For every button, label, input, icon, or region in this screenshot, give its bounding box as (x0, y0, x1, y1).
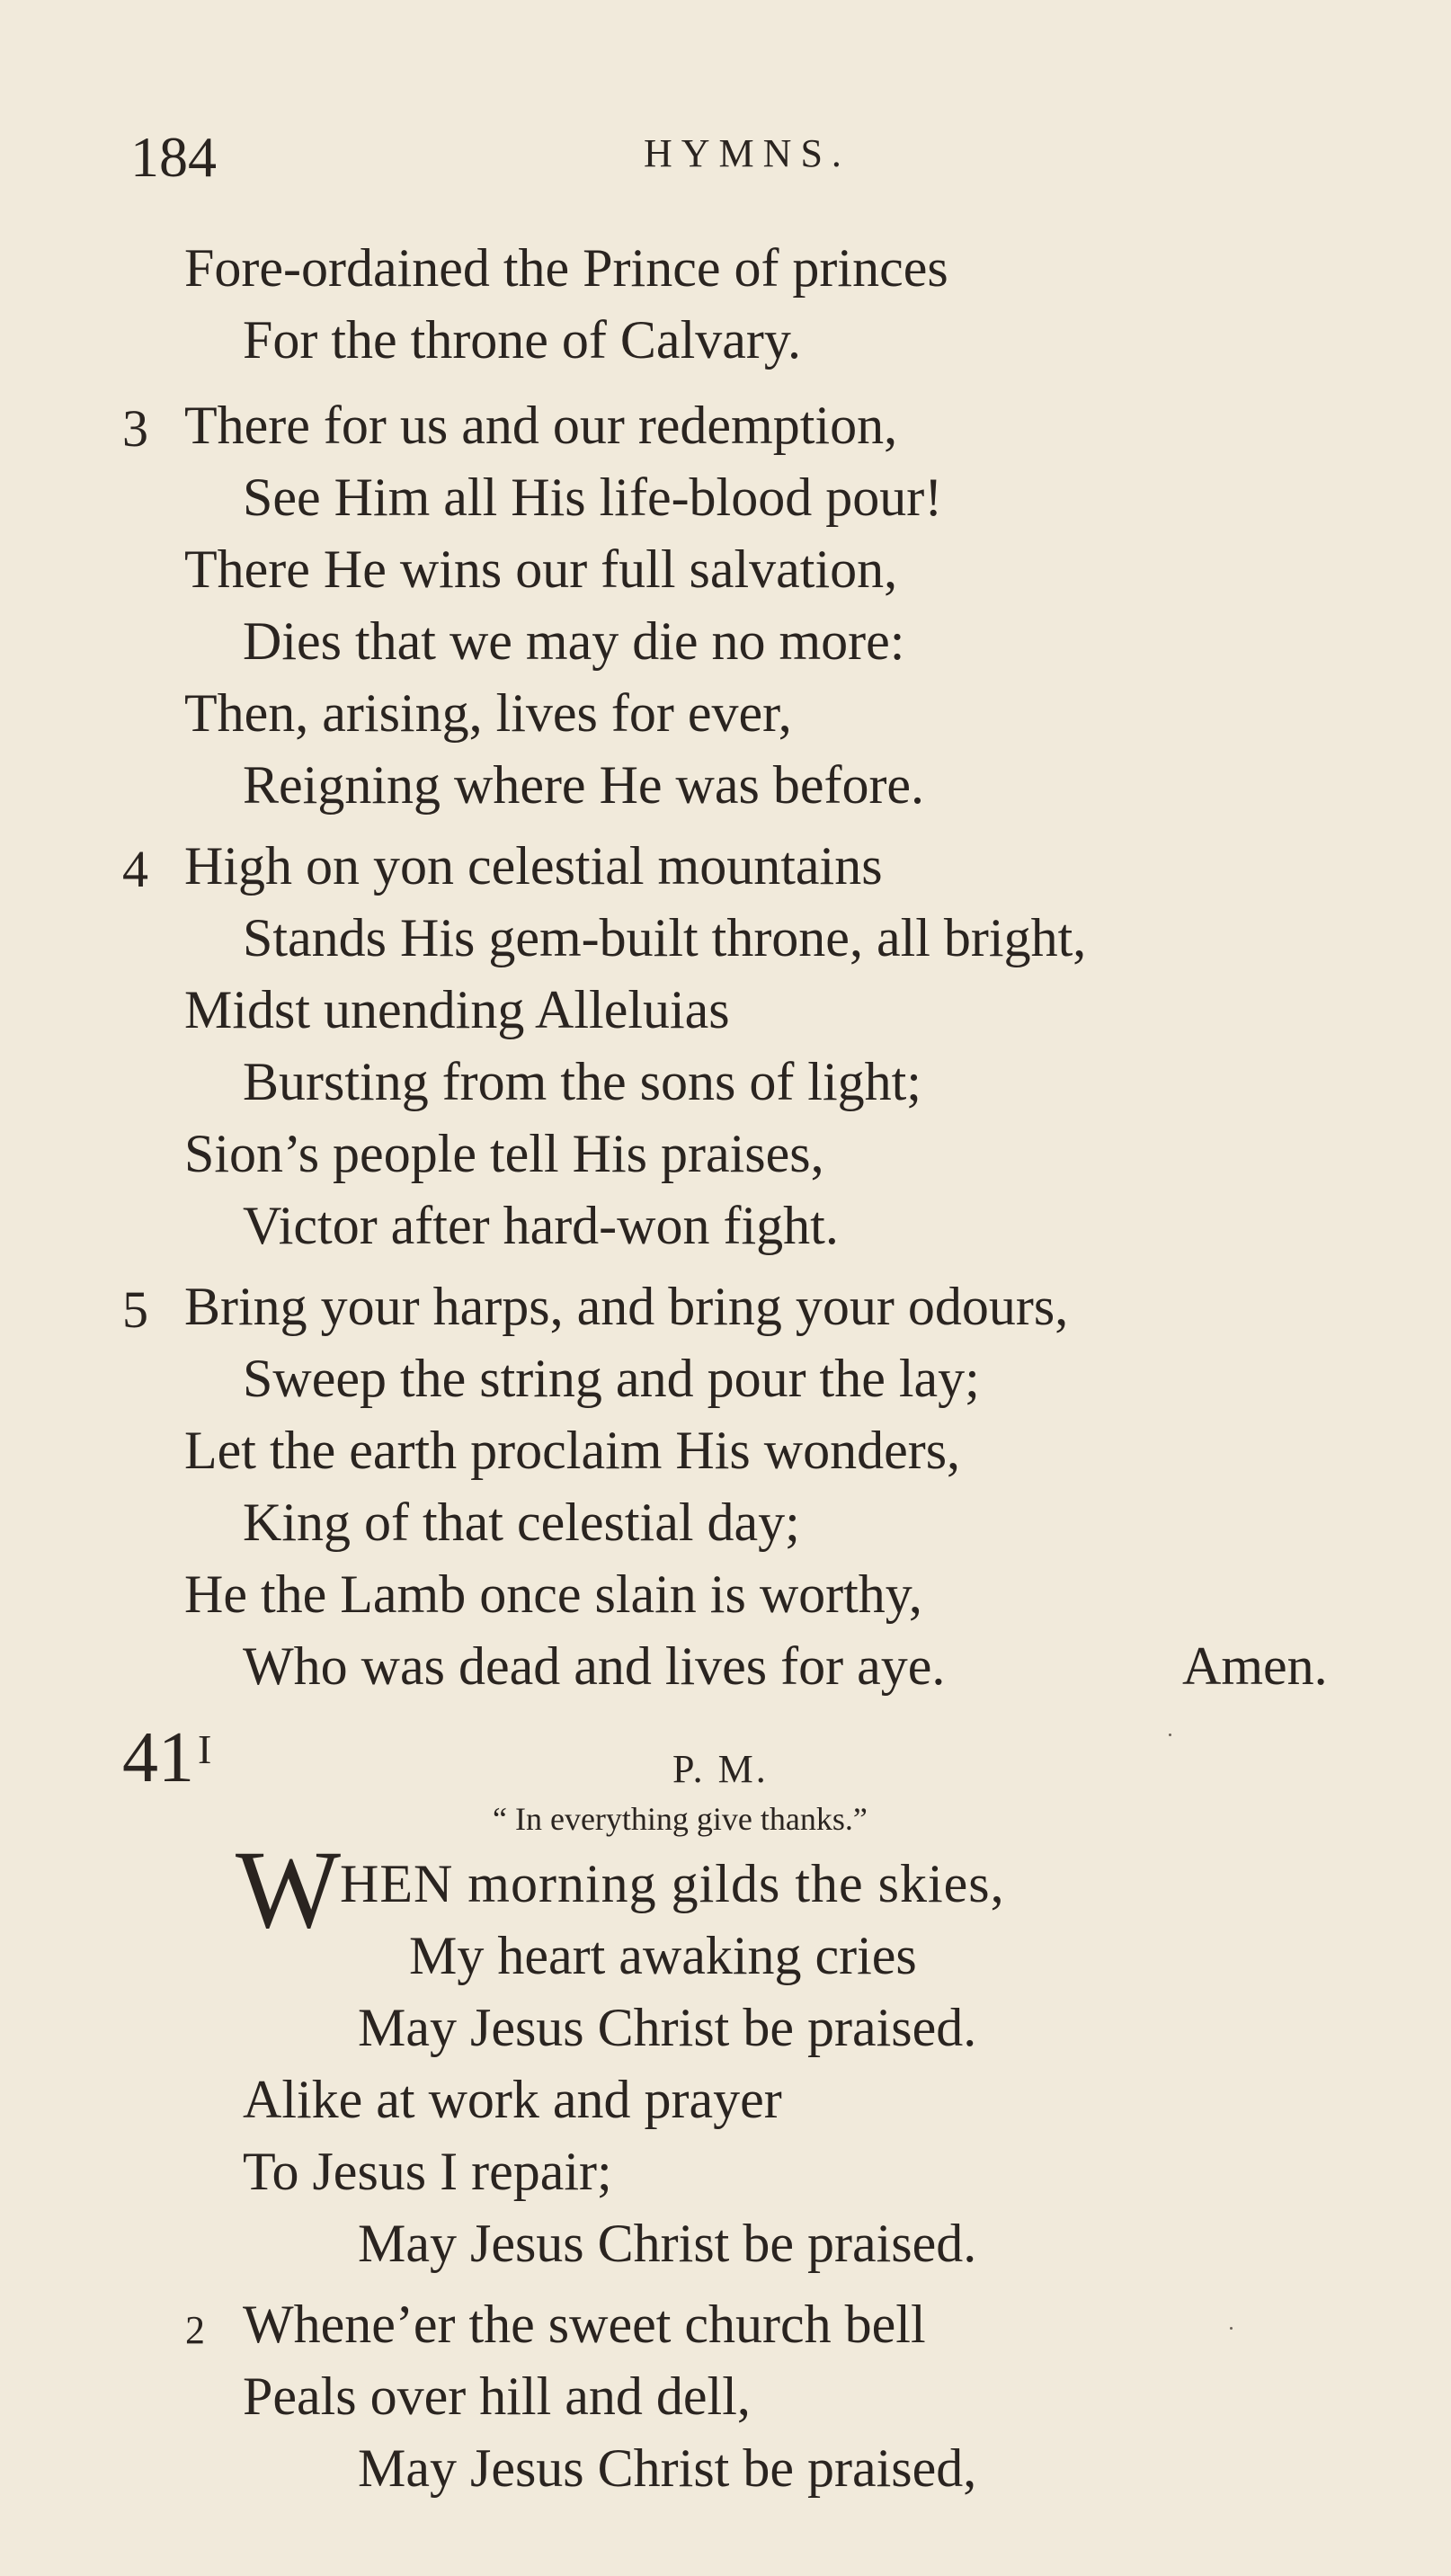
verse-line: Reigning where He was before. (243, 755, 925, 815)
verse-line: Victor after hard-won fight. (243, 1196, 839, 1255)
verse-line: There He wins our full salvation, (184, 539, 898, 599)
verse-line: My heart awaking cries (409, 1926, 917, 1985)
meter: P. M. (672, 1747, 769, 1791)
page-number: 184 (130, 125, 217, 189)
verse-line: To Jesus I repair; (243, 2142, 612, 2201)
hymn-number (122, 1718, 212, 1797)
verse-line: Alike at work and prayer (243, 2070, 782, 2129)
verse-line: Whene’er the sweet church bell (243, 2295, 926, 2354)
verse-line: May Jesus Christ be praised. (358, 2214, 977, 2273)
verse-line: May Jesus Christ be praised. (358, 1998, 977, 2057)
print-speck (1169, 1734, 1171, 1736)
stanza-number: 4 (122, 840, 148, 898)
stanza-number: 2 (185, 2308, 205, 2352)
verse-line: There for us and our redemption, (184, 396, 898, 455)
verse-line: Midst unending Alleluias (184, 980, 730, 1039)
verse-line: Stands His gem-built throne, all bright, (243, 908, 1087, 967)
verse-line: High on yon celestial mountains (184, 836, 883, 896)
verse-line: Fore-ordained the Prince of princes (184, 238, 948, 298)
verse-line: Bursting from the sons of light; (243, 1052, 921, 1111)
drop-cap: W (236, 1828, 342, 1951)
hymn-number-digits: 41 (122, 1718, 194, 1797)
stanza-number: 5 (122, 1280, 148, 1339)
verse-line: Sion’s people tell His praises, (184, 1124, 824, 1183)
hymn-number-suffix: I (198, 1726, 212, 1772)
verse-line: See Him all His life-blood pour! (243, 468, 943, 527)
verse-line: HEN morning gilds the skies, (340, 1854, 1005, 1913)
verse-line: Dies that we may die no more: (243, 611, 905, 671)
verse-line: Sweep the string and pour the lay; (243, 1349, 980, 1408)
verse-line: Let the earth proclaim His wonders, (184, 1421, 961, 1480)
verse-line: Then, arising, lives for ever, (184, 683, 792, 743)
print-speck (1230, 2327, 1233, 2330)
verse-line: He the Lamb once slain is worthy, (184, 1564, 922, 1624)
verse-line: Peals over hill and dell, (243, 2367, 751, 2426)
epigraph: “ In everything give thanks.” (493, 1801, 868, 1837)
amen: Amen. (1182, 1636, 1328, 1696)
verse-line: Bring your harps, and bring your odours, (184, 1277, 1069, 1336)
verse-line: Who was dead and lives for aye. (243, 1636, 946, 1696)
verse-line: King of that celestial day; (243, 1493, 800, 1552)
running-title: HYMNS. (644, 131, 850, 175)
stanza-number: 3 (122, 399, 148, 458)
verse-line: For the throne of Calvary. (243, 310, 801, 370)
verse-line: May Jesus Christ be praised, (358, 2438, 977, 2498)
